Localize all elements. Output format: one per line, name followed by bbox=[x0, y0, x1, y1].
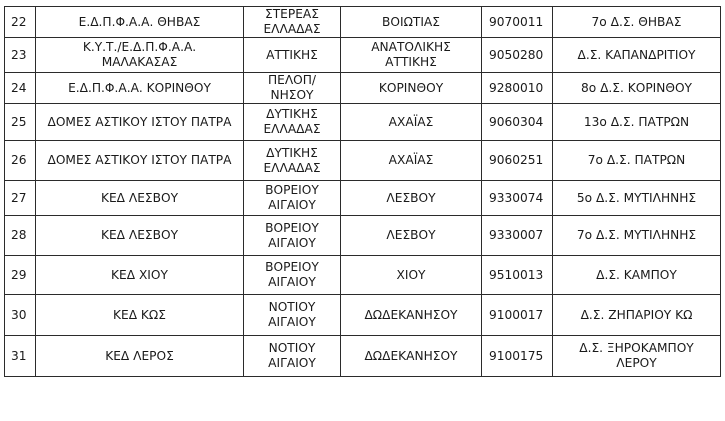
structure-name-line: ΚΕΔ ΛΕΣΒΟΥ bbox=[100, 190, 179, 205]
school-name-line: Δ.Σ. ΚΑΠΑΝΔΡΙΤΙΟΥ bbox=[577, 47, 696, 62]
prefecture-line: ΛΕΣΒΟΥ bbox=[386, 190, 436, 205]
school-name-line: 7ο Δ.Σ. ΜΥΤΙΛΗΝΗΣ bbox=[576, 228, 697, 242]
region-line: ΑΙΓΑΙΟΥ bbox=[268, 198, 316, 212]
prefecture-line: ΑΤΤΙΚΗΣ bbox=[385, 55, 437, 69]
school-name-line: Δ.Σ. ΚΑΜΠΟΥ bbox=[596, 267, 677, 282]
prefecture bbox=[341, 216, 482, 256]
region-line: ΕΛΛΑΔΑΣ bbox=[263, 122, 321, 136]
prefecture-line: ΑΧΑΪΑΣ bbox=[388, 153, 434, 167]
table-row bbox=[5, 181, 721, 216]
school-name-line: 5ο Δ.Σ. ΜΥΤΙΛΗΝΗΣ bbox=[576, 190, 697, 205]
prefecture-line: ΔΩΔΕΚΑΝΗΣΟΥ bbox=[364, 307, 458, 322]
region-line: ΑΤΤΙΚΗΣ bbox=[266, 47, 318, 62]
row-number: 25 bbox=[5, 104, 36, 141]
prefecture-line: ΑΝΑΤΟΛΙΚΗΣ bbox=[371, 40, 451, 54]
school-name bbox=[553, 38, 721, 73]
region-line: ΕΛΛΑΔΑΣ bbox=[263, 22, 321, 36]
region-line: ΔΥΤΙΚΗΣ bbox=[266, 107, 318, 121]
region bbox=[244, 216, 341, 256]
structure-name-line: Ε.Δ.Π.Φ.Α.Α. ΚΟΡΙΝΘΟΥ bbox=[68, 80, 211, 95]
structure-name bbox=[36, 141, 244, 181]
region bbox=[244, 295, 341, 336]
region-line: ΑΙΓΑΙΟΥ bbox=[268, 235, 316, 250]
table-row bbox=[5, 38, 721, 73]
region bbox=[244, 141, 341, 181]
region-line: ΒΟΡΕΙΟΥ bbox=[265, 183, 319, 197]
table-row bbox=[5, 141, 721, 181]
school-name-line: Δ.Σ. ΖΗΠΑΡΙΟΥ ΚΩ bbox=[580, 307, 693, 322]
structure-name-line: ΜΑΛΑΚΑΣΑΣ bbox=[101, 55, 178, 69]
school-name-line: 8ο Δ.Σ. ΚΟΡΙΝΘΟΥ bbox=[580, 80, 693, 95]
schools-table bbox=[4, 6, 721, 377]
table-row bbox=[5, 104, 721, 141]
structure-name bbox=[36, 7, 244, 38]
structure-name-line: ΚΕΔ ΧΙΟΥ bbox=[111, 267, 168, 282]
region bbox=[244, 336, 341, 377]
region bbox=[244, 38, 341, 73]
school-name bbox=[553, 104, 721, 141]
prefecture-line: ΚΟΡΙΝΘΟΥ bbox=[378, 80, 444, 95]
structure-name-line: ΔΟΜΕΣ ΑΣΤΙΚΟΥ ΙΣΤΟΥ ΠΑΤΡΑ bbox=[47, 114, 232, 129]
school-code: 9060251 bbox=[482, 141, 553, 181]
prefecture bbox=[341, 7, 482, 38]
region-line: ΝΟΤΙΟΥ bbox=[268, 300, 316, 314]
row-number: 29 bbox=[5, 256, 36, 295]
region-line: ΒΟΡΕΙΟΥ bbox=[265, 260, 319, 274]
school-code: 9070011 bbox=[482, 7, 553, 38]
region bbox=[244, 73, 341, 104]
table-row bbox=[5, 336, 721, 377]
prefecture bbox=[341, 295, 482, 336]
table-row bbox=[5, 7, 721, 38]
row-number: 28 bbox=[5, 216, 36, 256]
row-number: 26 bbox=[5, 141, 36, 181]
school-name bbox=[553, 181, 721, 216]
school-code: 9510013 bbox=[482, 256, 553, 295]
row-number: 31 bbox=[5, 336, 36, 377]
school-name bbox=[553, 141, 721, 181]
structure-name-line: ΚΕΔ ΛΕΡΟΣ bbox=[105, 348, 174, 363]
row-number: 27 bbox=[5, 181, 36, 216]
region bbox=[244, 7, 341, 38]
prefecture bbox=[341, 104, 482, 141]
prefecture-line: ΛΕΣΒΟΥ bbox=[386, 228, 436, 242]
region bbox=[244, 181, 341, 216]
structure-name-line: ΔΟΜΕΣ ΑΣΤΙΚΟΥ ΙΣΤΟΥ ΠΑΤΡΑ bbox=[47, 153, 232, 167]
structure-name-line: ΚΕΔ ΛΕΣΒΟΥ bbox=[100, 228, 179, 242]
structure-name bbox=[36, 38, 244, 73]
prefecture-line: ΔΩΔΕΚΑΝΗΣΟΥ bbox=[364, 348, 458, 363]
region-line: ΠΕΛΟΠ/ΝΗΣΟΥ bbox=[267, 73, 317, 102]
school-name bbox=[553, 73, 721, 104]
school-name bbox=[553, 295, 721, 336]
structure-name bbox=[36, 181, 244, 216]
region-line: ΑΙΓΑΙΟΥ bbox=[268, 275, 316, 289]
school-name bbox=[553, 336, 721, 377]
school-code: 9280010 bbox=[482, 73, 553, 104]
prefecture bbox=[341, 256, 482, 295]
row-number: 23 bbox=[5, 38, 36, 73]
region bbox=[244, 104, 341, 141]
school-code: 9330007 bbox=[482, 216, 553, 256]
region-line: ΕΛΛΑΔΑΣ bbox=[263, 160, 321, 175]
school-name bbox=[553, 256, 721, 295]
prefecture-line: ΧΙΟΥ bbox=[396, 267, 426, 282]
prefecture bbox=[341, 141, 482, 181]
school-code: 9050280 bbox=[482, 38, 553, 73]
structure-name bbox=[36, 256, 244, 295]
table-row bbox=[5, 216, 721, 256]
table-row bbox=[5, 73, 721, 104]
structure-name-line: Ε.Δ.Π.Φ.Α.Α. ΘΗΒΑΣ bbox=[78, 14, 201, 29]
row-number: 30 bbox=[5, 295, 36, 336]
school-code: 9330074 bbox=[482, 181, 553, 216]
structure-name-line: Κ.Υ.Τ./Ε.Δ.Π.Φ.Α.Α. bbox=[82, 40, 197, 54]
region-line: ΔΥΤΙΚΗΣ bbox=[266, 145, 318, 160]
region-line: ΝΟΤΙΟΥ bbox=[268, 341, 316, 355]
school-name-line: Δ.Σ. ΞΗΡΟΚΑΜΠΟΥ bbox=[579, 341, 694, 355]
prefecture-line: ΑΧΑΪΑΣ bbox=[388, 114, 434, 129]
table-row bbox=[5, 256, 721, 295]
school-name-line: 7ο Δ.Σ. ΘΗΒΑΣ bbox=[591, 14, 682, 29]
structure-name bbox=[36, 336, 244, 377]
prefecture bbox=[341, 336, 482, 377]
school-name-line: ΛΕΡΟΥ bbox=[616, 356, 657, 370]
school-code: 9100175 bbox=[482, 336, 553, 377]
school-name-line: 13ο Δ.Σ. ΠΑΤΡΩΝ bbox=[583, 114, 690, 129]
structure-name bbox=[36, 295, 244, 336]
region bbox=[244, 256, 341, 295]
structure-name bbox=[36, 216, 244, 256]
structure-name bbox=[36, 73, 244, 104]
region-line: ΑΙΓΑΙΟΥ bbox=[268, 356, 316, 370]
school-code: 9060304 bbox=[482, 104, 553, 141]
prefecture bbox=[341, 181, 482, 216]
prefecture bbox=[341, 38, 482, 73]
region-line: ΒΟΡΕΙΟΥ bbox=[265, 220, 319, 235]
prefecture-line: ΒΟΙΩΤΙΑΣ bbox=[382, 14, 440, 29]
region-line: ΑΙΓΑΙΟΥ bbox=[268, 315, 316, 329]
table-row bbox=[5, 295, 721, 336]
school-name-line: 7ο Δ.Σ. ΠΑΤΡΩΝ bbox=[587, 153, 686, 167]
prefecture bbox=[341, 73, 482, 104]
row-number: 24 bbox=[5, 73, 36, 104]
row-number: 22 bbox=[5, 7, 36, 38]
structure-name-line: ΚΕΔ ΚΩΣ bbox=[113, 307, 166, 322]
structure-name bbox=[36, 104, 244, 141]
school-code: 9100017 bbox=[482, 295, 553, 336]
school-name bbox=[553, 216, 721, 256]
table-body bbox=[5, 7, 721, 377]
region-line: ΣΤΕΡΕΑΣ bbox=[265, 7, 319, 21]
school-name bbox=[553, 7, 721, 38]
